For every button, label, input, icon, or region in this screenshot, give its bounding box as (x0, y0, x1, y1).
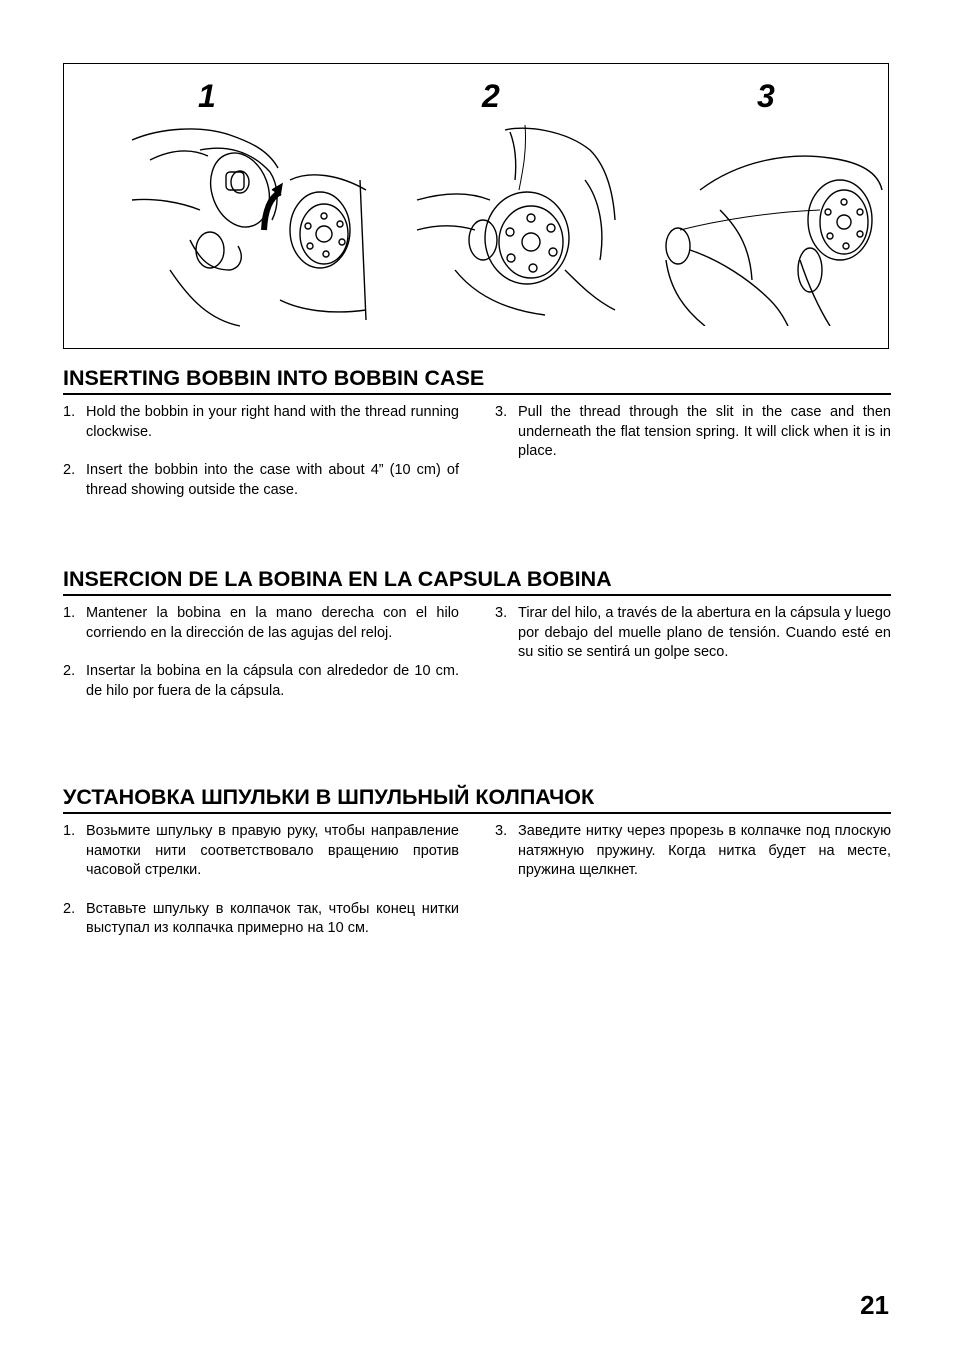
step-label-1: 1 (198, 78, 216, 114)
page-number: 21 (860, 1290, 889, 1320)
english-left-column (63, 403, 459, 519)
list-item-text: Mantener la bobina en la mano derecha con el hilo corriendo en la dirección de las agujas del reloj. (86, 605, 459, 641)
list-item-number: 3. (495, 605, 508, 621)
list-item-number: 2. (63, 900, 76, 917)
section-title-english: INSERTING BOBBIN INTO BOBBIN CASE (63, 368, 891, 395)
list-item (495, 604, 891, 663)
list-item-number: 2. (63, 462, 76, 478)
russian-right-column (495, 822, 891, 900)
list-item (63, 604, 459, 643)
spanish-right-column (495, 604, 891, 682)
list-item (63, 461, 459, 500)
list-item-text: Tirar del hilo, a través de la abertura en la cápsula y luego por debajo del muelle plano de tensión. Cuando esté en su sitio se sentirá un golpe seco. (518, 605, 891, 660)
illustration-step-1 (130, 120, 370, 330)
section-title-spanish: INSERCION DE LA BOBINA EN LA CAPSULA BOBINA (63, 569, 891, 596)
list-item-text: Hold the bobbin in your right hand with the thread running clockwise. (86, 404, 459, 440)
list-item-text: Insertar la bobina en la cápsula con alrededor de 10 cm. de hilo por fuera de la cápsula. (86, 663, 459, 699)
list-item-number: 1. (63, 404, 76, 420)
list-item-number: 3. (495, 404, 508, 420)
list-item-number: 1. (63, 605, 76, 621)
list-item (63, 662, 459, 701)
list-item (495, 403, 891, 462)
list-item-text: Pull the thread through the slit in the case and then underneath the flat tension spring. It will click when it is in place. (518, 404, 891, 459)
step-label-2: 2 (482, 78, 500, 114)
list-item (495, 822, 891, 881)
list-item (63, 822, 459, 881)
list-item-number: 1. (63, 823, 76, 839)
list-item-text: Вставьте шпульку в колпачок так, чтобы конец нитки выступал из колпачка примерно на 10 см. (86, 900, 459, 936)
list-item-number: 2. (63, 663, 76, 679)
illustration-step-2 (415, 120, 620, 320)
list-item (63, 900, 459, 939)
english-right-column (495, 403, 891, 481)
spanish-left-column (63, 604, 459, 720)
list-item-text: Заведите нитку через прорезь в колпачке под плоскую натяжную пружину. Когда нитка будет на месте, пружина щелкнет. (518, 823, 891, 878)
section-title-russian: УСТАНОВКА ШПУЛЬКИ В ШПУЛЬНЫЙ КОЛПАЧОК (63, 787, 891, 814)
illustration-step-3 (660, 150, 885, 326)
list-item-text: Insert the bobbin into the case with about 4” (10 cm) of thread showing outside the case. (86, 462, 459, 498)
russian-left-column (63, 822, 459, 958)
list-item-text: Возьмите шпульку в правую руку, чтобы направление намотки нити соответствовало вращению против часовой стрелки. (86, 823, 459, 878)
list-item-number: 3. (495, 823, 508, 839)
list-item (63, 403, 459, 442)
step-label-3: 3 (757, 78, 775, 114)
